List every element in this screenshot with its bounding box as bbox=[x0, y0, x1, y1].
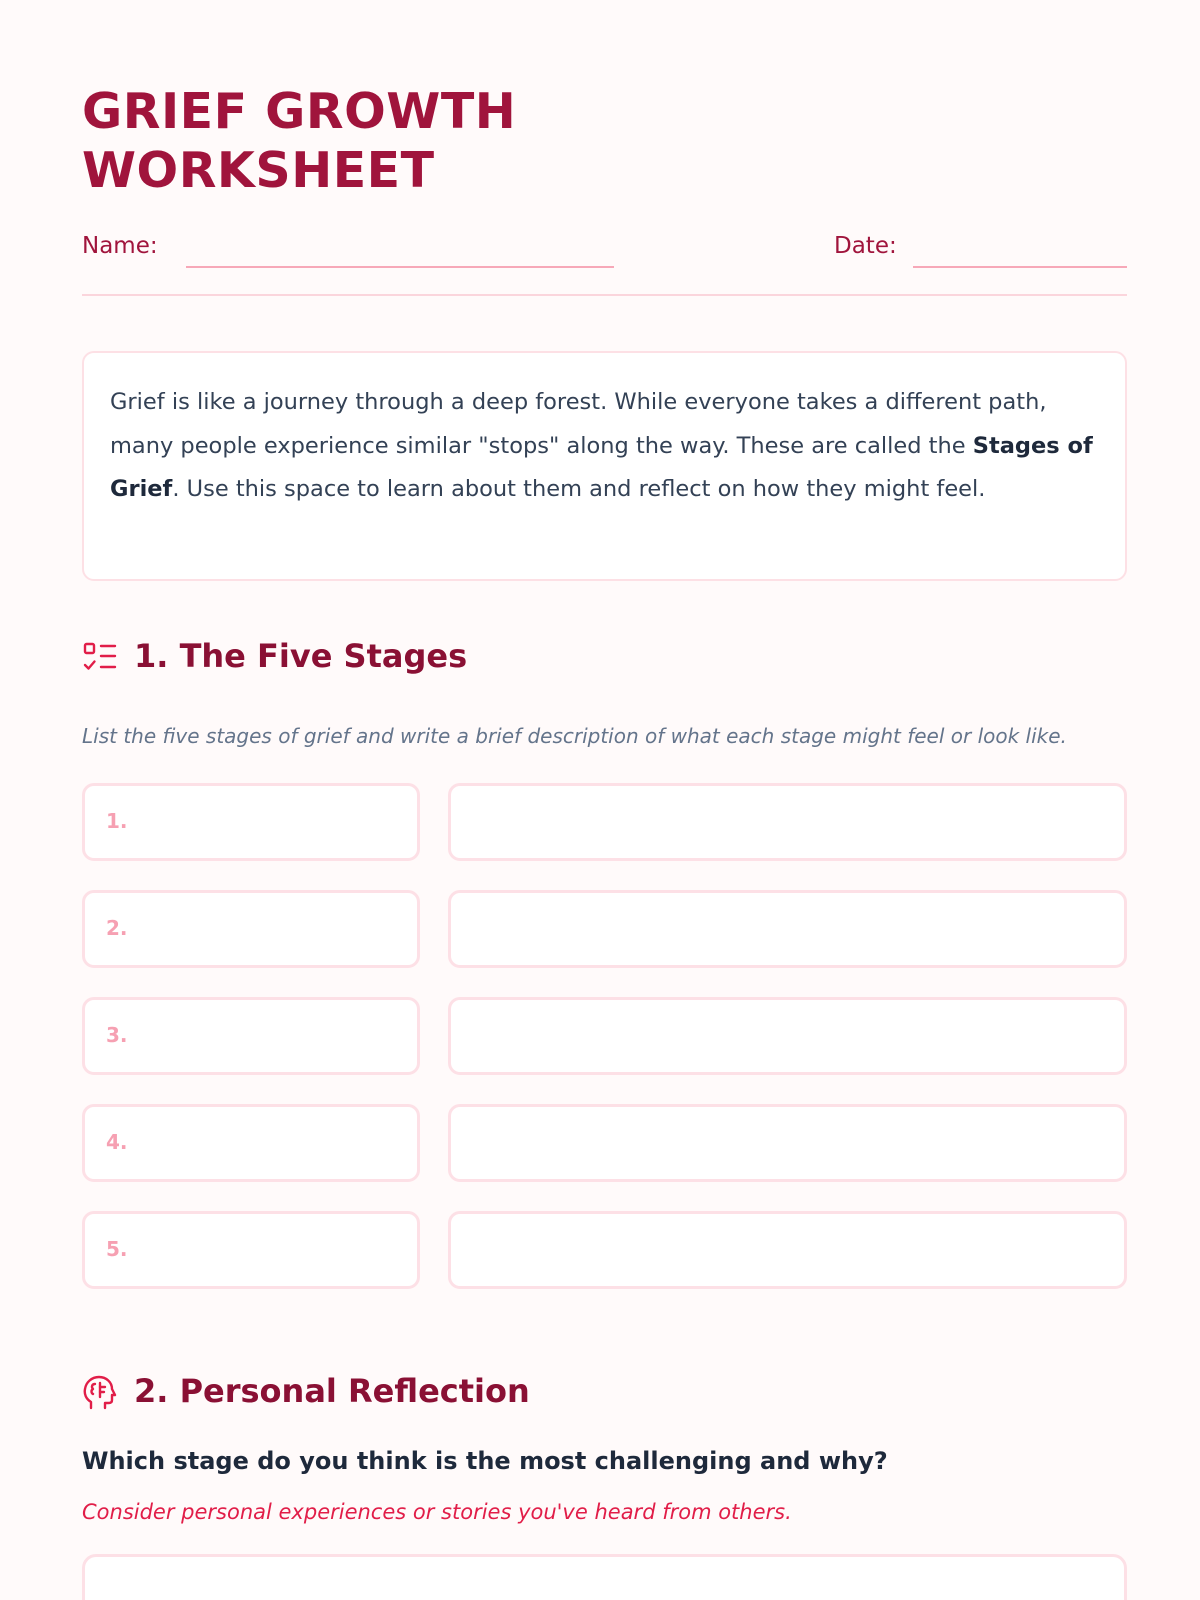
name-label: Name: bbox=[82, 233, 158, 259]
worksheet-page bbox=[82, 0, 1127, 1600]
page-title-line-2: WORKSHEET bbox=[82, 142, 435, 199]
checklist-icon bbox=[82, 640, 118, 676]
stage-number-5: 5. bbox=[106, 1237, 128, 1261]
stage-name-field-1[interactable] bbox=[82, 783, 420, 861]
stage-description-field-4[interactable] bbox=[448, 1104, 1127, 1182]
section-1-title: 1. The Five Stages bbox=[134, 637, 468, 675]
stage-number-2: 2. bbox=[106, 916, 128, 940]
head-brain-icon bbox=[82, 1375, 118, 1411]
date-field[interactable] bbox=[913, 266, 1127, 268]
stage-description-field-5[interactable] bbox=[448, 1211, 1127, 1289]
section-1-instruction: List the five stages of grief and write a brief description of what each stage might feel or look like. bbox=[82, 724, 1067, 748]
stage-description-field-3[interactable] bbox=[448, 997, 1127, 1075]
header-divider bbox=[82, 294, 1127, 296]
page-title-line-1: GRIEF GROWTH bbox=[82, 83, 517, 140]
date-label: Date: bbox=[834, 233, 897, 259]
intro-text-bold: Stages of Grief bbox=[110, 432, 1093, 502]
stage-description-field-1[interactable] bbox=[448, 783, 1127, 861]
page-title bbox=[82, 82, 782, 200]
intro-box bbox=[82, 351, 1127, 581]
intro-text-part-2: . Use this space to learn about them and reflect on how they might feel. bbox=[172, 476, 986, 502]
stage-description-field-2[interactable] bbox=[448, 890, 1127, 968]
name-field[interactable] bbox=[186, 266, 614, 268]
stage-number-4: 4. bbox=[106, 1130, 128, 1154]
stage-number-3: 3. bbox=[106, 1023, 128, 1047]
section-2-title: 2. Personal Reflection bbox=[134, 1372, 530, 1410]
stage-name-field-4[interactable] bbox=[82, 1104, 420, 1182]
stage-name-field-3[interactable] bbox=[82, 997, 420, 1075]
stage-number-1: 1. bbox=[106, 809, 128, 833]
reflection-question: Which stage do you think is the most challenging and why? bbox=[82, 1447, 888, 1475]
reflection-answer-field[interactable] bbox=[82, 1554, 1127, 1600]
intro-text-part-1: Grief is like a journey through a deep forest. While everyone takes a different path, many people experience similar "stops" along the way. These are called the bbox=[110, 389, 1047, 459]
reflection-hint: Consider personal experiences or stories you've heard from others. bbox=[82, 1500, 792, 1524]
stage-name-field-5[interactable] bbox=[82, 1211, 420, 1289]
stage-name-field-2[interactable] bbox=[82, 890, 420, 968]
